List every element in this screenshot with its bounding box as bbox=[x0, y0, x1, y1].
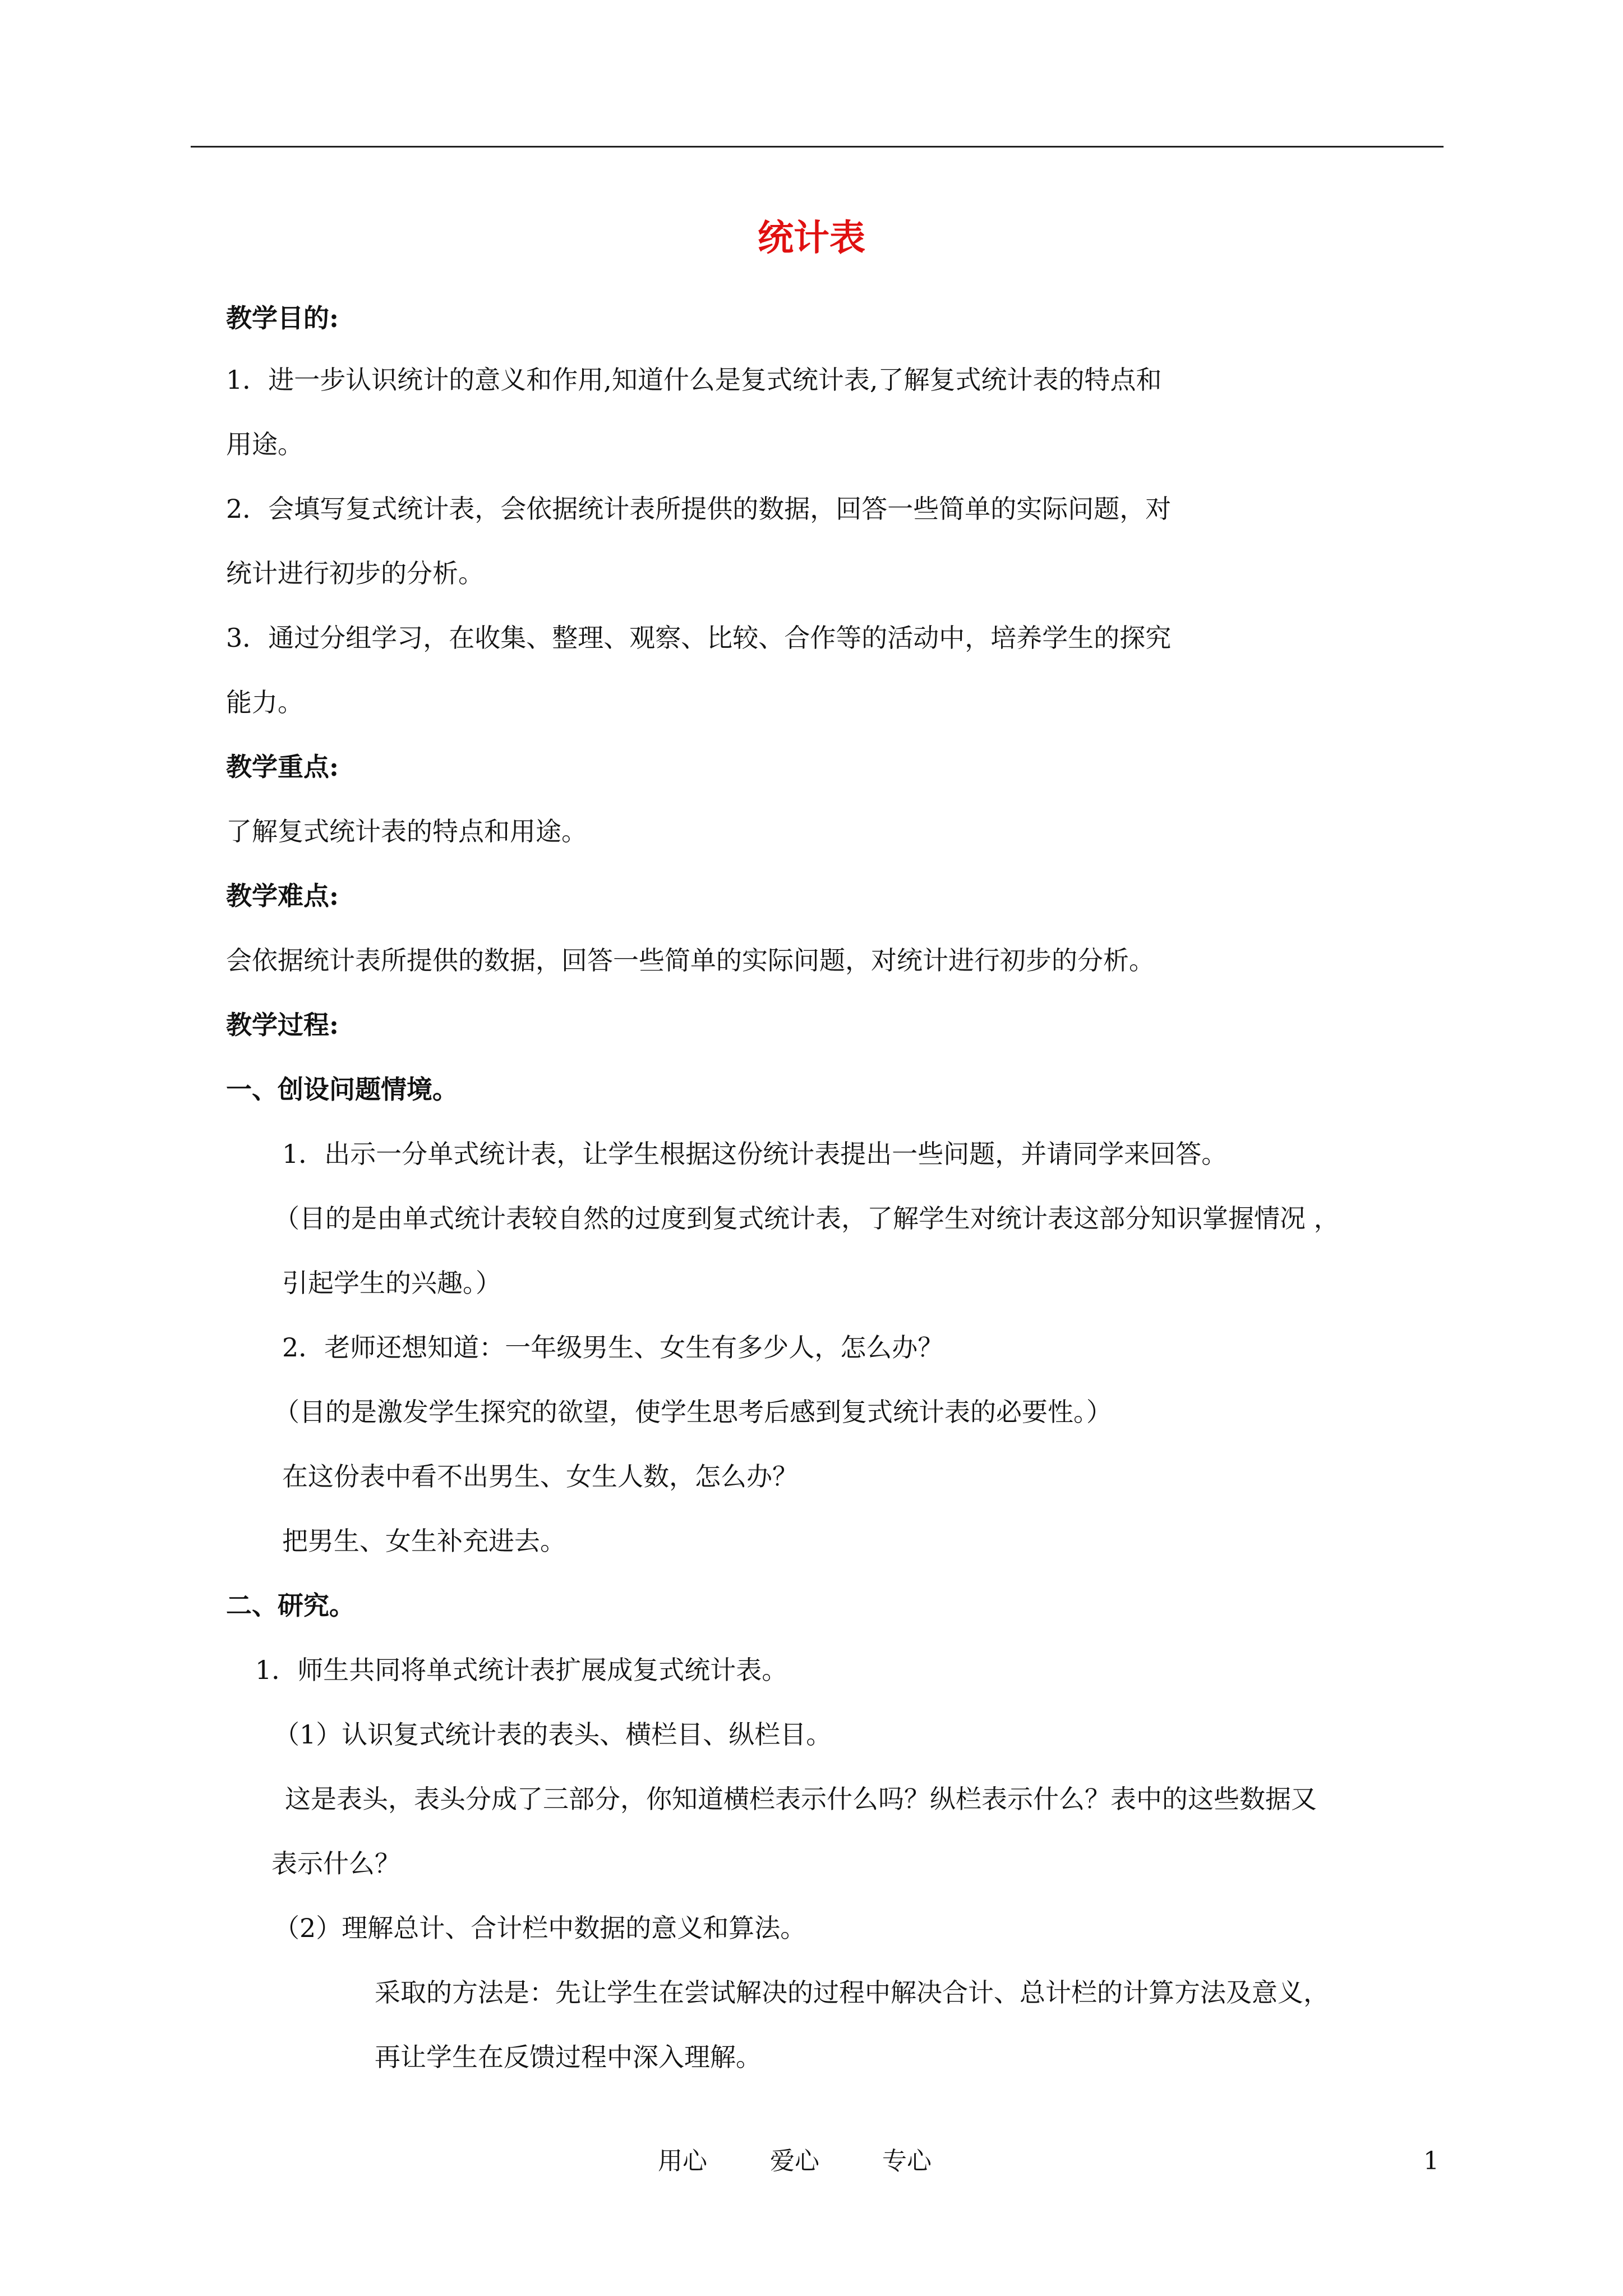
footer-motto-1: 用心 bbox=[658, 2147, 707, 2175]
part-1-question: 在这份表中看不出男生、女生人数，怎么办？ bbox=[282, 1461, 798, 1492]
part-1-item-1: 1．出示一分单式统计表，让学生根据这份统计表提出一些问题，并请同学来回答。 bbox=[282, 1139, 1228, 1169]
objective-heading: 教学目的: bbox=[226, 303, 339, 333]
part-1-answer: 把男生、女生补充进去。 bbox=[282, 1526, 566, 1556]
part-1-note-line-1: （目的是由单式统计表较自然的过度到复式统计表，了解学生对统计表这部分知识掌握情况 ， bbox=[274, 1203, 1340, 1234]
objective-2-line-1: 2．会填写复式统计表，会依据统计表所提供的数据，回答一些简单的实际问题，对 bbox=[226, 494, 1172, 524]
objective-2-line-2: 统计进行初步的分析。 bbox=[226, 558, 484, 588]
key-text: 了解复式统计表的特点和用途。 bbox=[226, 816, 587, 846]
process-heading: 教学过程: bbox=[226, 1010, 339, 1040]
part-2-subitem-2-text-line-1: 采取的方法是：先让学生在尝试解决的过程中解决合计、总计栏的计算方法及意义， bbox=[375, 1977, 1329, 2008]
header-rule bbox=[191, 146, 1444, 148]
part-2-heading: 二、研究。 bbox=[226, 1590, 355, 1621]
part-2-item-1: 1．师生共同将单式统计表扩展成复式统计表。 bbox=[255, 1655, 788, 1685]
difficulty-heading: 教学难点: bbox=[226, 881, 339, 911]
difficulty-text: 会依据统计表所提供的数据，回答一些简单的实际问题，对统计进行初步的分析。 bbox=[226, 945, 1155, 976]
part-2-subitem-1: （1）认识复式统计表的表头、横栏目、纵栏目。 bbox=[274, 1719, 832, 1750]
part-2-subitem-2-text-line-2: 再让学生在反馈过程中深入理解。 bbox=[375, 2042, 762, 2072]
objective-3-line-2: 能力。 bbox=[226, 687, 303, 717]
page-title: 统计表 bbox=[758, 217, 865, 259]
part-2-subitem-1-text-line-2: 表示什么？ bbox=[271, 1848, 400, 1879]
key-heading: 教学重点: bbox=[226, 752, 339, 782]
part-1-heading: 一、创设问题情境。 bbox=[226, 1074, 458, 1105]
part-2-subitem-1-text-line-1: 这是表头，表头分成了三部分，你知道横栏表示什么吗？纵栏表示什么？表中的这些数据又 bbox=[285, 1784, 1317, 1814]
objective-3-line-1: 3．通过分组学习，在收集、整理、观察、比较、合作等的活动中，培养学生的探究 bbox=[226, 623, 1172, 653]
part-2-subitem-2: （2）理解总计、合计栏中数据的意义和算法。 bbox=[274, 1913, 806, 1943]
objective-1-line-1: 1．进一步认识统计的意义和作用,知道什么是复式统计表,了解复式统计表的特点和 bbox=[226, 365, 1162, 395]
page-number: 1 bbox=[1423, 2147, 1439, 2175]
footer-motto-2: 爱心 bbox=[770, 2147, 819, 2175]
part-1-note-line-2: 引起学生的兴趣。） bbox=[282, 1268, 501, 1298]
part-1-item-2: 2．老师还想知道：一年级男生、女生有多少人，怎么办？ bbox=[282, 1332, 944, 1363]
part-1-note-2: （目的是激发学生探究的欲望，使学生思考后感到复式统计表的必要性。） bbox=[274, 1397, 1112, 1427]
footer-motto-3: 专心 bbox=[882, 2147, 932, 2175]
objective-1-line-2: 用途。 bbox=[226, 429, 303, 459]
